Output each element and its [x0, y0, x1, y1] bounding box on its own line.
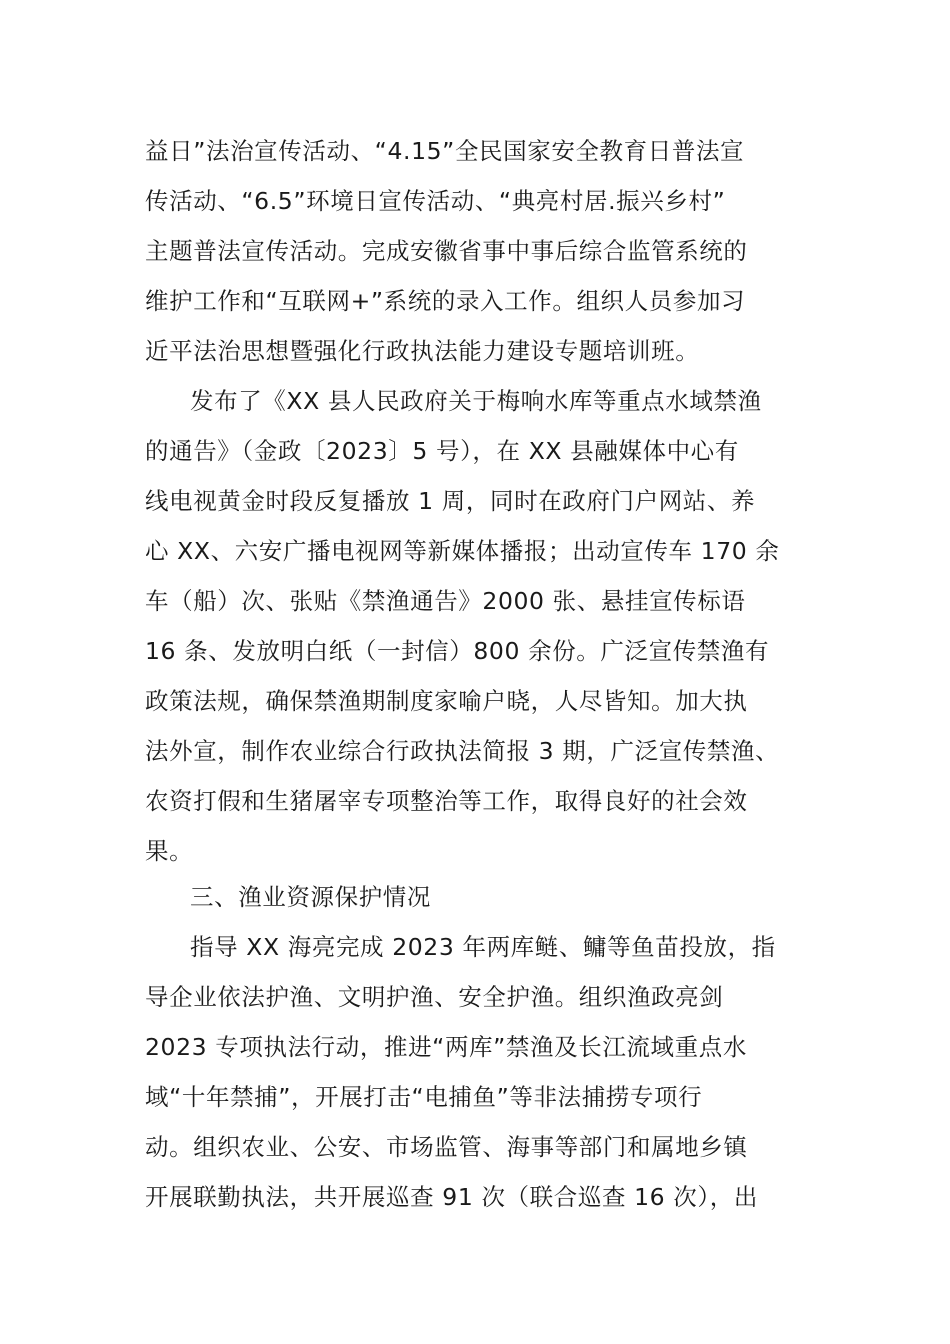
text-line: 主题普法宣传活动。完成安徽省事中事后综合监管系统的	[145, 237, 748, 265]
text-line: 益日”法治宣传活动、“4.15”全民国家安全教育日普法宣	[145, 137, 745, 165]
text-line: 近平法治思想暨强化行政执法能力建设专题培训班。	[145, 337, 700, 365]
text-line: 心 XX、六安广播电视网等新媒体播报；出动宣传车 170 余	[145, 537, 780, 565]
text-line: 动。组织农业、公安、市场监管、海事等部门和属地乡镇	[145, 1133, 748, 1161]
text-line: 果。	[145, 837, 194, 865]
text-line: 车（船）次、张贴《禁渔通告》2000 张、悬挂宣传标语	[145, 587, 746, 615]
text-line: 政策法规，确保禁渔期制度家喻户晓，人尽皆知。加大执	[145, 687, 748, 715]
text-line: 域“十年禁捕”，开展打击“电捕鱼”等非法捕捞专项行	[145, 1083, 703, 1111]
text-line: 的通告》（金政〔2023〕5 号），在 XX 县融媒体中心有	[145, 437, 739, 465]
section-heading: 三、渔业资源保护情况	[190, 883, 431, 911]
text-line: 维护工作和“互联网+”系统的录入工作。组织人员参加习	[145, 287, 746, 315]
text-line: 传活动、“6.5”环境日宣传活动、“典亮村居.振兴乡村”	[145, 187, 726, 215]
text-line: 导企业依法护渔、文明护渔、安全护渔。组织渔政亮剑	[145, 983, 724, 1011]
paragraph-start: 指导 XX 海亮完成 2023 年两库鲢、鳙等鱼苗投放，指	[190, 933, 776, 961]
text-line: 线电视黄金时段反复播放 1 周，同时在政府门户网站、养	[145, 487, 756, 515]
paragraph-start: 发布了《XX 县人民政府关于梅响水库等重点水域禁渔	[190, 387, 762, 415]
text-line: 2023 专项执法行动，推进“两库”禁渔及长江流域重点水	[145, 1033, 747, 1061]
text-line: 16 条、发放明白纸（一封信）800 余份。广泛宣传禁渔有	[145, 637, 770, 665]
text-line: 开展联勤执法，共开展巡查 91 次（联合巡查 16 次），出	[145, 1183, 758, 1211]
text-line: 法外宣，制作农业综合行政执法简报 3 期，广泛宣传禁渔、	[145, 737, 780, 765]
text-line: 农资打假和生猪屠宰专项整治等工作，取得良好的社会效	[145, 787, 748, 815]
